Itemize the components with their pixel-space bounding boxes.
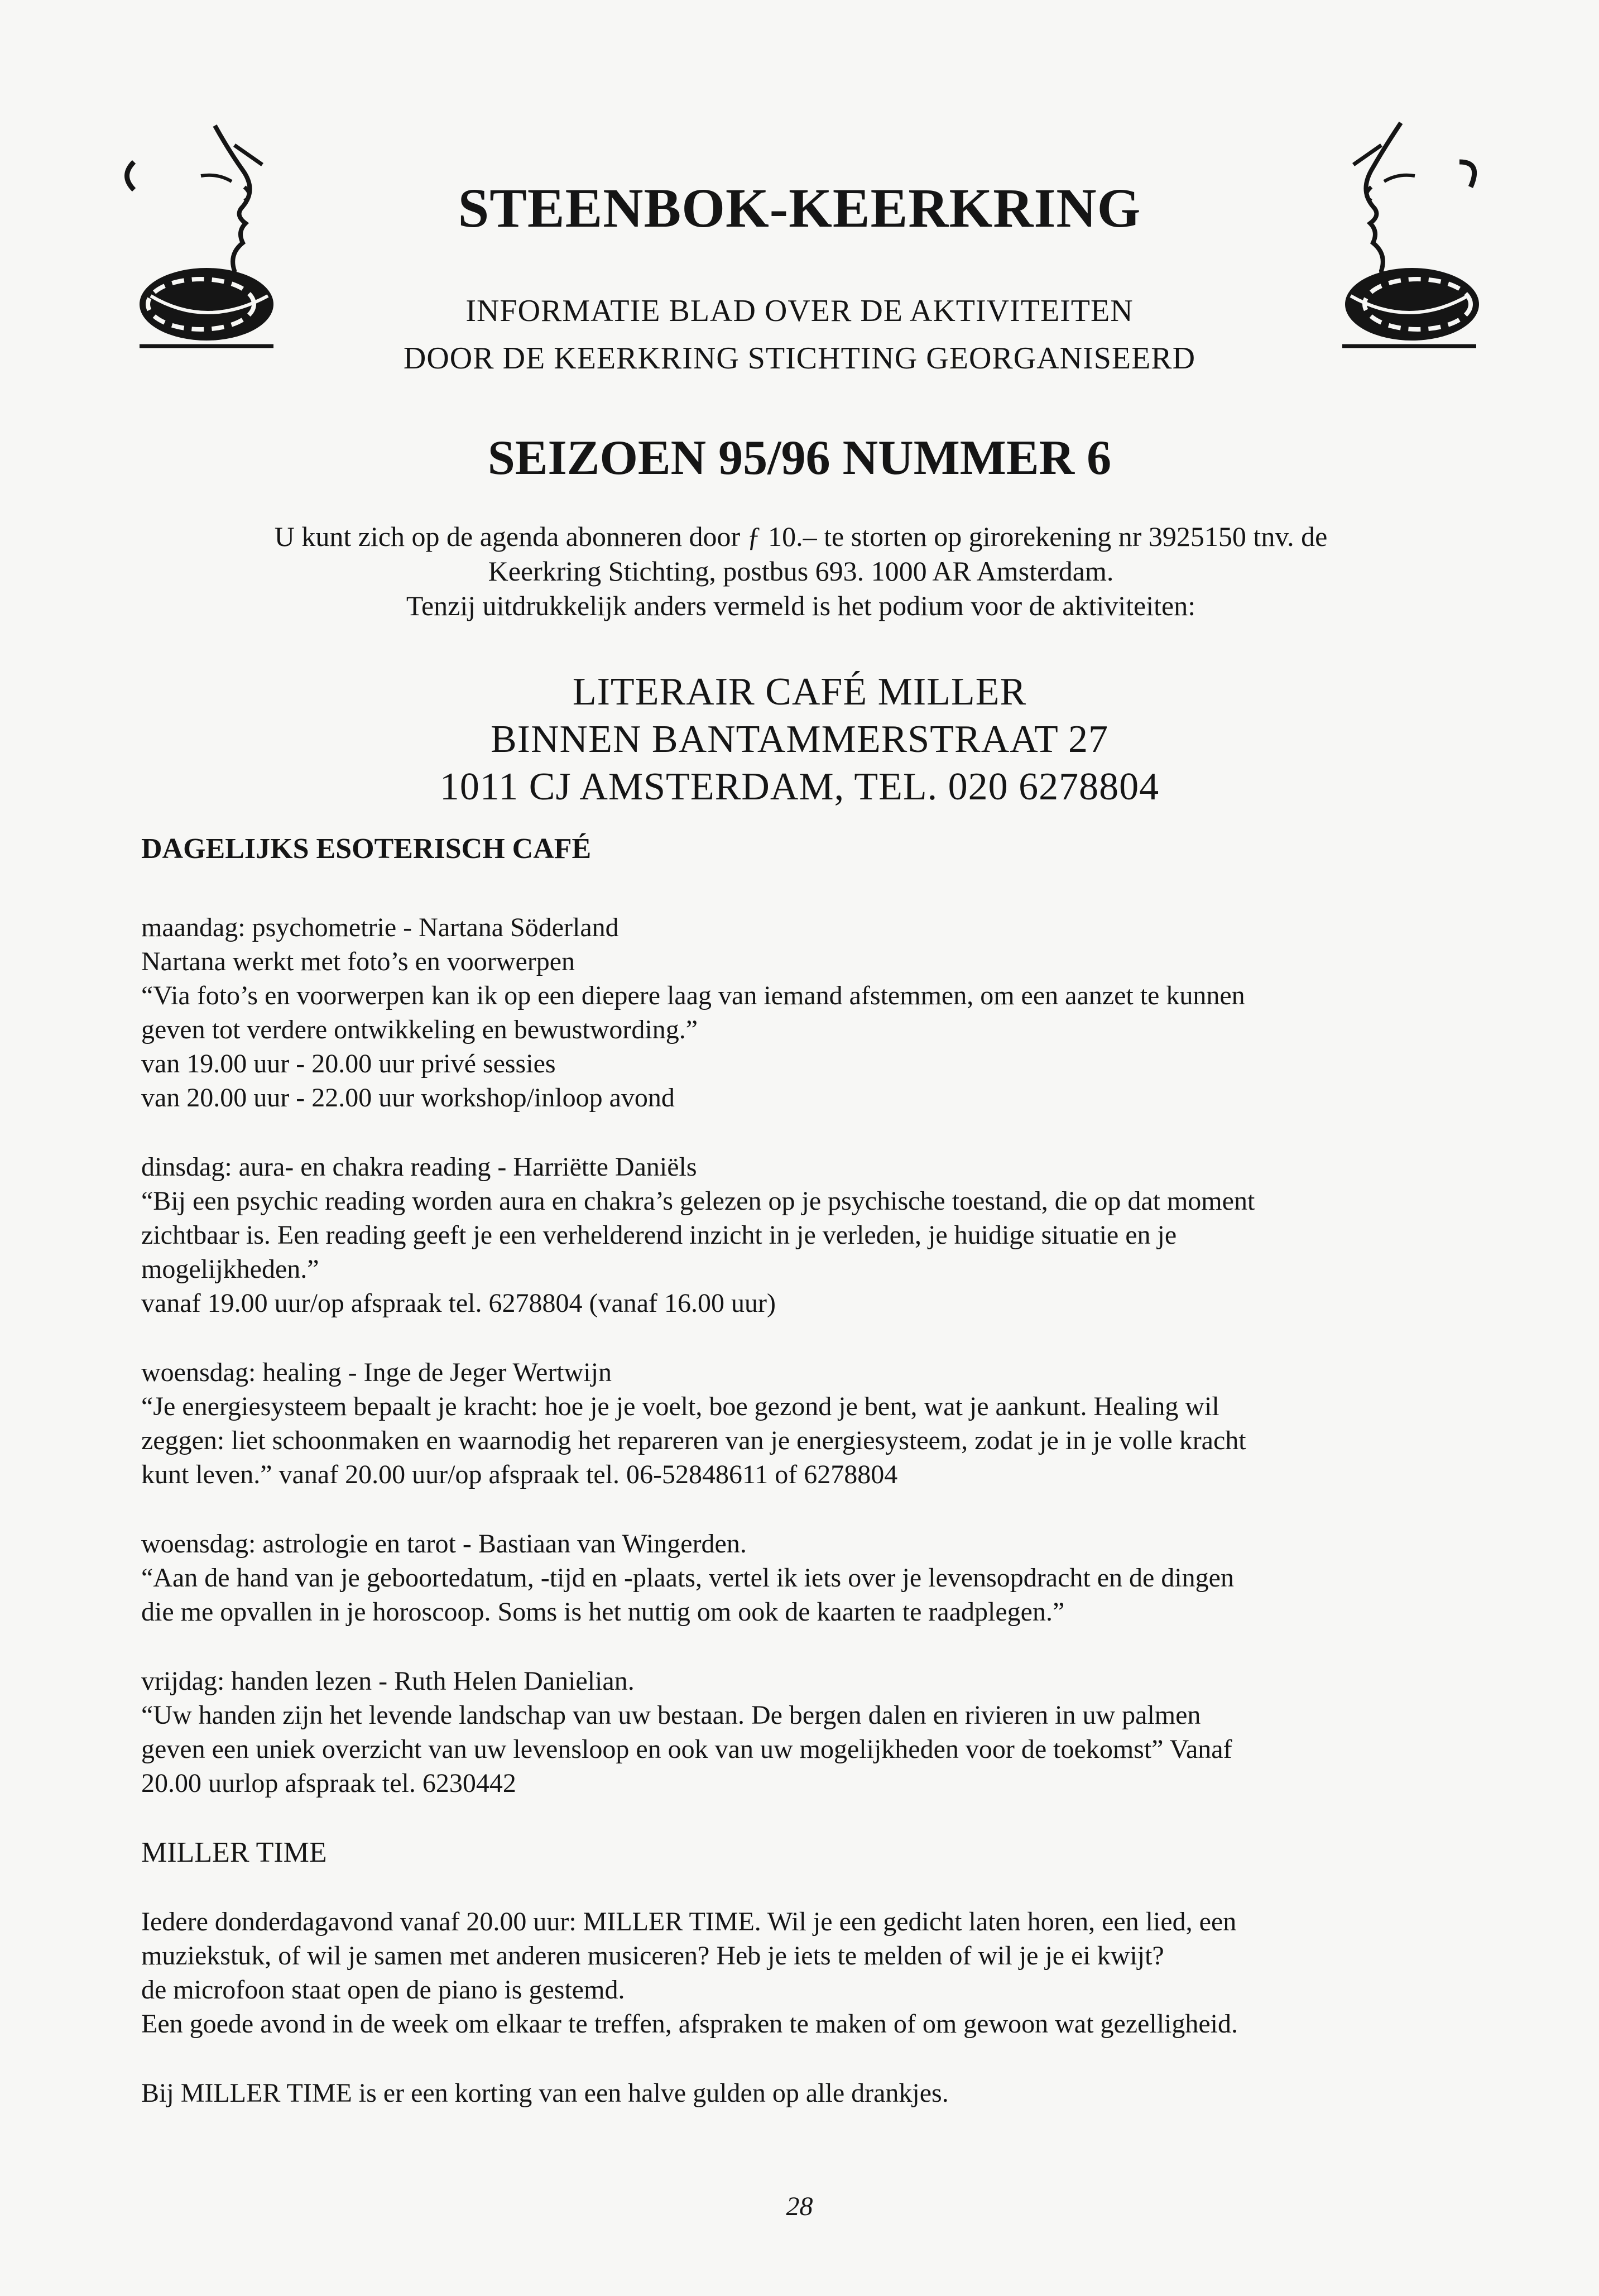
tuesday-entry [141,1150,1470,1320]
miller-time-heading: MILLER TIME [141,1837,327,1868]
page-number: 28 [786,2192,813,2221]
intro-line-1: U kunt zich op de agenda abonneren door ƒ 10.– te storten op girorekening nr 3925150 tnv. de [274,521,1328,552]
friday-line-2: geven een uniek overzicht van uw levensloop en ook van uw mogelijkheden voor de toekomst” Vanaf [141,1734,1232,1764]
monday-title: maandag: psychometrie - Nartana Söderland [141,913,619,942]
monday-line-2: “Via foto’s en voorwerpen kan ik op een diepere laag van iemand afstemmen, om een aanzet te kunnen [141,981,1245,1010]
intro-paragraph [184,519,1418,623]
friday-line-3: 20.00 uurlop afspraak tel. 6230442 [141,1768,516,1798]
cafe-heading: DAGELIJKS ESOTERISCH CAFÉ [141,833,592,865]
monday-line-3: geven tot verdere ontwikkeling en bewustwording.” [141,1015,698,1044]
monday-line-4: van 19.00 uur - 20.00 uur privé sessies [141,1049,556,1079]
wednesday-astrology-line-1: “Aan de hand van je geboortedatum, -tijd en -plaats, vertel ik iets over je levensopdracht en de dingen [141,1563,1234,1593]
subtitle-line-2: DOOR DE KEERKRING STICHTING GEORGANISEERD [403,341,1196,376]
tuesday-line-3: mogelijkheden.” [141,1254,319,1284]
venue-city-phone: 1011 CJ AMSTERDAM, TEL. 020 6278804 [439,765,1160,808]
season-heading: SEIZOEN 95/96 NUMMER 6 [487,431,1112,485]
tuesday-line-2: zichtbaar is. Een reading geeft je een verhelderend inzicht in je verleden, je huidige situatie en je [141,1220,1177,1250]
tuesday-title: dinsdag: aura- en chakra reading - Harriëtte Daniëls [141,1152,697,1182]
wednesday-healing-line-2: zeggen: liet schoonmaken en waarnodig het repareren van je energiesysteem, zodat je in je volle kracht [141,1426,1246,1455]
friday-entry [141,1664,1470,1800]
wednesday-healing-entry [141,1355,1470,1492]
main-content [141,832,1470,2145]
tuesday-line-1: “Bij een psychic reading worden aura en chakra’s gelezen op je psychische toestand, die op dat moment [141,1186,1255,1216]
friday-title: vrijdag: handen lezen - Ruth Helen Danielian. [141,1666,635,1696]
wednesday-healing-line-3: kunt leven.” vanaf 20.00 uur/op afspraak tel. 06-52848611 of 6278804 [141,1460,898,1489]
miller-time-line-4: Een goede avond in de week om elkaar te treffen, afspraken te maken of om gewoon wat gezelligheid. [141,2009,1238,2039]
miller-time-line-3: de microfoon staat open de piano is gestemd. [141,1975,625,2005]
wednesday-astrology-title: woensdag: astrologie en tarot - Bastiaan van Wingerden. [141,1529,747,1559]
subtitle-line-1: INFORMATIE BLAD OVER DE AKTIVITEITEN [465,294,1134,328]
miller-time-line-2: muziekstuk, of wil je samen met anderen musiceren? Heb je iets te melden of wil je je ei kwijt? [141,1941,1164,1971]
monday-line-5: van 20.00 uur - 22.00 uur workshop/inloop avond [141,1083,675,1113]
miller-time-discount: Bij MILLER TIME is er een korting van een halve gulden op alle drankjes. [141,2078,949,2108]
wednesday-healing-line-1: “Je energiesysteem bepaalt je kracht: hoe je je voelt, boe gezond je bent, wat je aankunt. Healing wil [141,1392,1219,1421]
venue-name: LITERAIR CAFÉ MILLER [572,670,1027,713]
intro-line-3: Tenzij uitdrukkelijk anders vermeld is het podium voor de aktiviteiten: [406,590,1196,621]
venue-street: BINNEN BANTAMMERSTRAAT 27 [490,718,1109,761]
monday-entry [141,910,1470,1115]
miller-time-description [141,1905,1470,2041]
wednesday-astrology-entry [141,1527,1470,1629]
miller-time-line-1: Iedere donderdagavond vanaf 20.00 uur: MILLER TIME. Wil je een gedicht laten horen, een lied, een [141,1907,1237,1936]
wednesday-astrology-line-2: die me opvallen in je horoscoop. Soms is het nuttig om ook de kaarten te raadplegen.” [141,1597,1065,1627]
monday-line-1: Nartana werkt met foto’s en voorwerpen [141,947,575,976]
wednesday-healing-title: woensdag: healing - Inge de Jeger Wertwijn [141,1358,612,1387]
intro-line-2: Keerkring Stichting, postbus 693. 1000 AR Amsterdam. [488,555,1114,587]
document-title: STEENBOK-KEERKRING [458,177,1141,239]
friday-line-1: “Uw handen zijn het levende landschap van uw bestaan. De bergen dalen en rivieren in uw palmen [141,1700,1201,1730]
tuesday-line-4: vanaf 19.00 uur/op afspraak tel. 6278804 (vanaf 16.00 uur) [141,1288,776,1318]
